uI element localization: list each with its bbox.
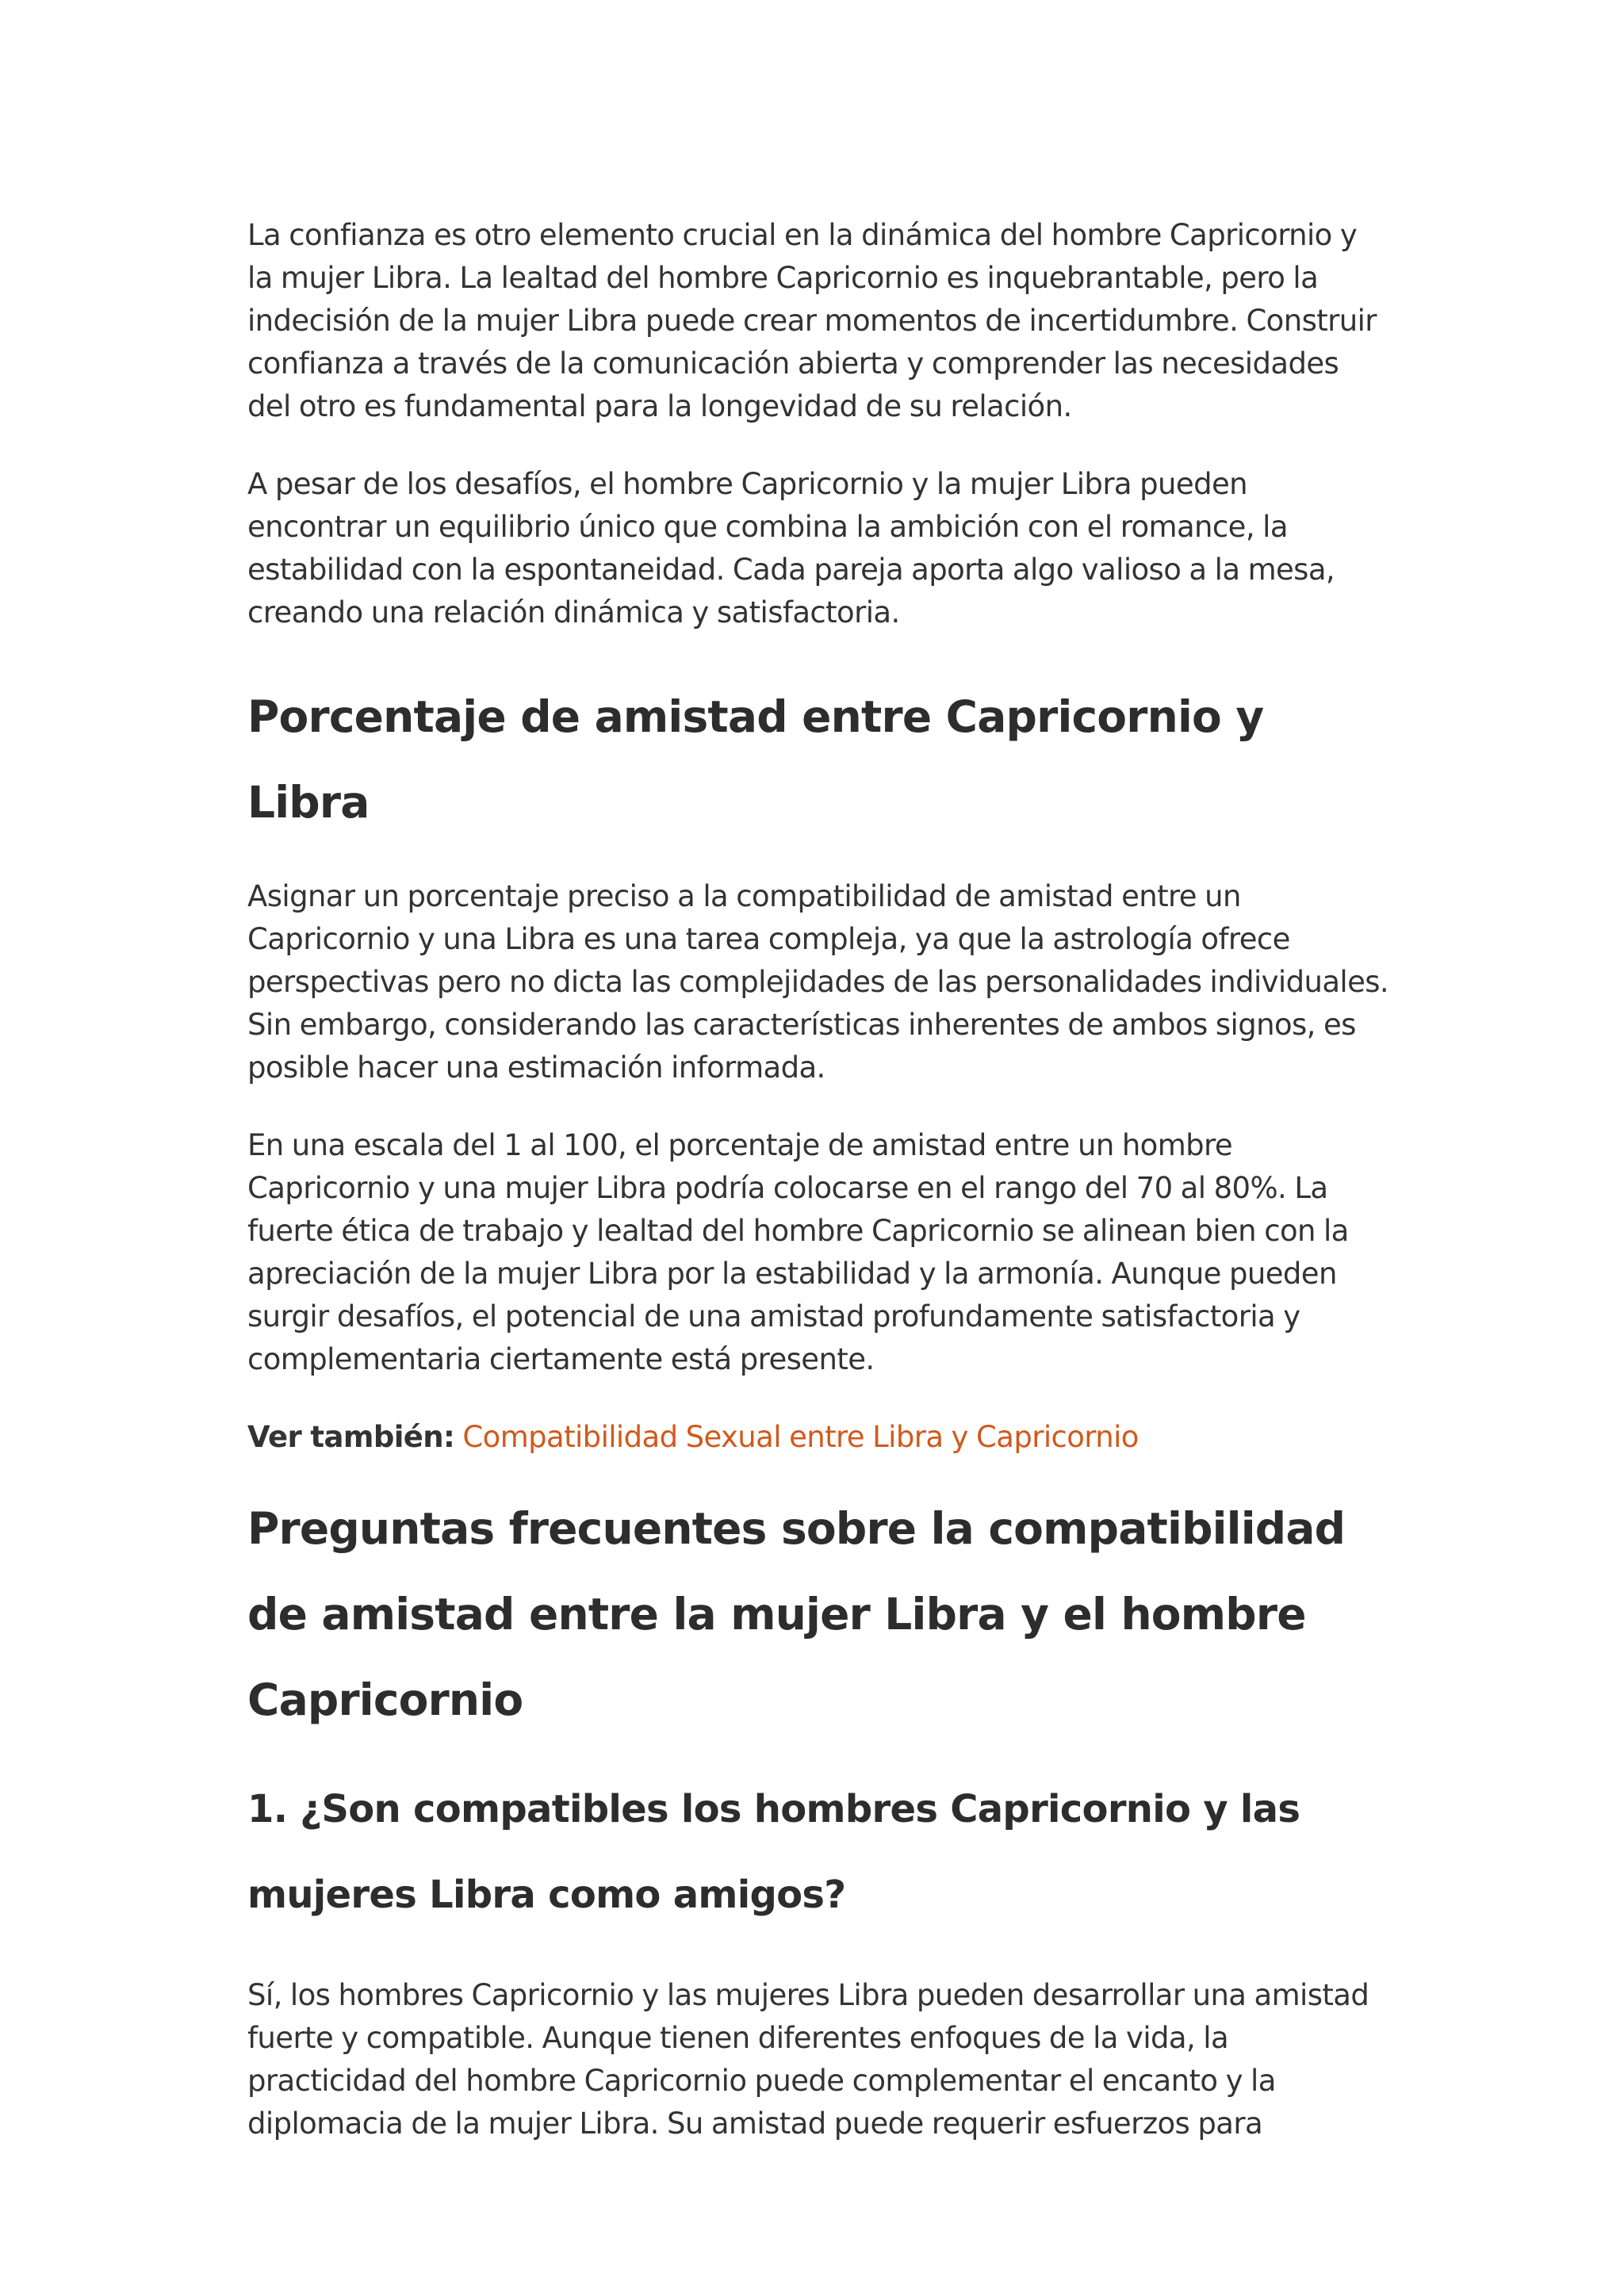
paragraph-trust: La confianza es otro elemento crucial en la dinámica del hombre Capricornio y la mujer Libra. La lealtad del hombre Capricornio es inquebrantable, pero la indecisión de la mujer Libra puede crear momentos de incertidumbre. Construir confianza a través de la comunicación abierta y comprender las necesidades del otro es fundamental para la longevidad de su relación. (247, 218, 1377, 423)
see-also-link[interactable]: Compatibilidad Sexual entre Libra y Capricornio (462, 1420, 1139, 1454)
article-body (247, 214, 1389, 2145)
see-also-label: Ver también: (247, 1420, 455, 1454)
heading-faq: Preguntas frecuentes sobre la compatibilidad de amistad entre la mujer Libra y el hombre Capricornio (247, 1503, 1346, 1725)
paragraph-percentage-scale: En una escala del 1 al 100, el porcentaje de amistad entre un hombre Capricornio y una mujer Libra podría colocarse en el rango del 70 al 80%. La fuerte ética de trabajo y lealtad del hombre Capricornio se alinean bien con la apreciación de la mujer Libra por la estabilidad y la armonía. Aunque pueden surgir desafíos, el potencial de una amistad profundamente satisfactoria y complementaria ciertamente está presente. (247, 1128, 1349, 1376)
see-also (247, 1416, 1389, 1459)
paragraph-percentage-intro: Asignar un porcentaje preciso a la compatibilidad de amistad entre un Capricornio y una Libra es una tarea compleja, ya que la astrología ofrece perspectivas pero no dicta las complejidades de las personalidades individuales. Sin embargo, considerando las características inherentes de ambos signos, es posible hacer una estimación informada. (247, 879, 1389, 1085)
heading-friendship-percentage: Porcentaje de amistad entre Capricornio y Libra (247, 691, 1264, 828)
paragraph-faq-answer-1: Sí, los hombres Capricornio y las mujeres Libra pueden desarrollar una amistad fuerte y compatible. Aunque tienen diferentes enfoques de la vida, la practicidad del hombre Capricornio puede complementar el encanto y la diplomacia de la mujer Libra. Su amistad puede requerir esfuerzos para (247, 1978, 1369, 2141)
paragraph-balance: A pesar de los desafíos, el hombre Capricornio y la mujer Libra pueden encontrar un equilibrio único que combina la ambición con el romance, la estabilidad con la espontaneidad. Cada pareja aporta algo valioso a la mesa, creando una relación dinámica y satisfactoria. (247, 467, 1335, 629)
heading-faq-question-1: 1. ¿Son compatibles los hombres Capricornio y las mujeres Libra como amigos? (247, 1787, 1300, 1917)
